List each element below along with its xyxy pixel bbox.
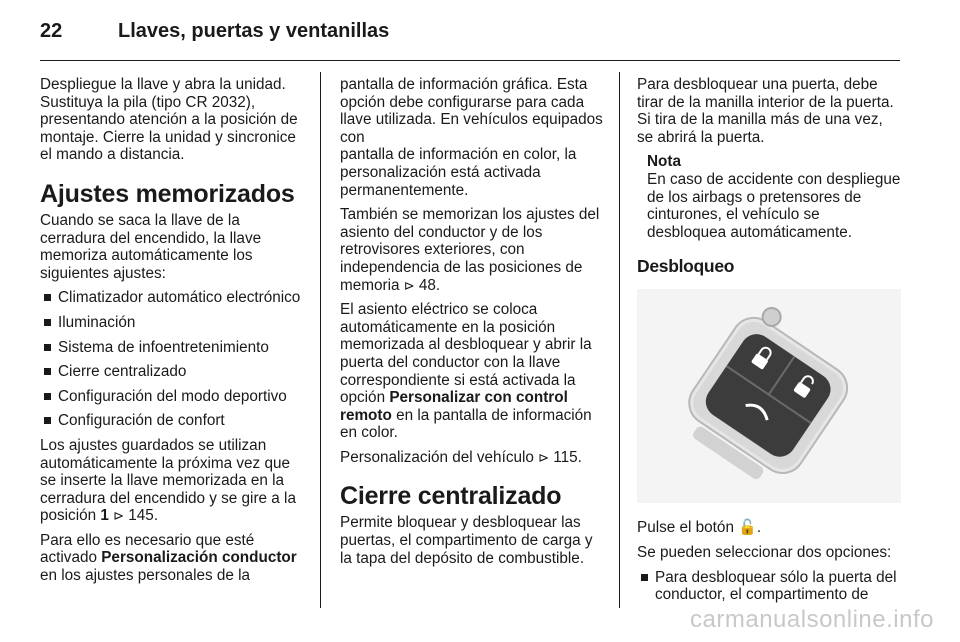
options-list (637, 569, 901, 604)
list-item: Climatizador automático electrónico (40, 289, 308, 307)
page-title: Llaves, puertas y ventanillas (118, 20, 390, 42)
paragraph: pantalla de información gráfica. Esta opción debe configurarse para cada llave utilizada. En vehículos equipados con pantalla de información en color, la personalización está activada permanentemente. (340, 76, 603, 199)
list-item: Iluminación (40, 314, 308, 332)
bullet-icon (641, 574, 648, 581)
list-item: Configuración del modo deportivo (40, 388, 308, 406)
column-middle (340, 76, 608, 574)
paragraph: Cuando se saca la llave de la cerradura del encendido, la llave memoriza automáticamente los siguientes ajustes: (40, 211, 262, 282)
intro-paragraph: Despliegue la llave y abra la unidad. Sustituya la pila (tipo CR 2032), presentando atención a la posición de montaje. Cierre la unidad y sincronice el mando a distancia. (40, 76, 298, 164)
column-left (40, 76, 308, 592)
page-ref-arrow-icon: ⊳ (403, 277, 415, 293)
paragraph: También se memorizan los ajustes del asiento del conductor y de los retrovisores exteriores, con independencia de las posiciones de memoria ⊳ 48. (340, 206, 600, 294)
paragraph: Permite bloquear y desbloquear las puertas, el compartimento de carga y la tapa del depósito de combustible. (340, 514, 593, 567)
bullet-icon (44, 368, 51, 375)
paragraph: Para ello es necesario que esté activado Personalización conductor en los ajustes personales de la (40, 531, 297, 585)
page-ref-arrow-icon: ⊳ (113, 508, 125, 524)
note-title: Nota (647, 153, 681, 171)
section-heading-ajustes: Ajustes memorizados (40, 179, 295, 208)
bullet-icon (44, 393, 51, 400)
paragraph: Se pueden seleccionar dos opciones: (637, 543, 892, 561)
page-header (40, 20, 389, 50)
column-divider (320, 72, 321, 608)
settings-list (40, 289, 308, 430)
list-item: Sistema de infoentretenimiento (40, 339, 308, 357)
paragraph: Pulse el botón 🔓. (637, 519, 762, 537)
page-number: 22 (40, 20, 63, 42)
unlock-icon: 🔓 (738, 519, 757, 537)
watermark: carmanualsonline.info (690, 606, 934, 633)
paragraph: Los ajustes guardados se utilizan automáticamente la próxima vez que se inserte la llave memorizada en la cerradura del encendido y se gire a la posición 1 ⊳ 145. (40, 436, 296, 525)
bullet-icon (44, 294, 51, 301)
paragraph: Para desbloquear una puerta, debe tirar de la manilla interior de la puerta. Si tira de la manilla más de una vez, se abrirá la puerta. (637, 76, 894, 146)
paragraph: El asiento eléctrico se coloca automáticamente en la posición memorizada al desbloquear y abrir la puerta del conductor con la llave correspondiente si está activada la opción Personalizar con control remoto en la pantalla de información en color. (340, 301, 592, 442)
note-box (637, 153, 901, 241)
bullet-icon (44, 417, 51, 424)
section-heading-desbloqueo: Desbloqueo (637, 256, 735, 277)
paragraph: Personalización del vehículo ⊳ 115. (340, 448, 582, 466)
bullet-icon (44, 344, 51, 351)
header-rule (40, 60, 900, 61)
key-fob-image (637, 289, 901, 503)
bullet-icon (44, 319, 51, 326)
list-item: Para desbloquear sólo la puerta del conductor, el compartimento de (637, 569, 901, 604)
list-item: Cierre centralizado (40, 363, 308, 381)
column-divider (619, 72, 620, 608)
note-text: En caso de accidente con despliegue de los airbags o pretensores de cinturones, el vehículo se desbloquea automáticamente. (647, 170, 901, 241)
section-heading-cierre: Cierre centralizado (340, 482, 562, 511)
list-item: Configuración de confort (40, 412, 308, 430)
column-right (637, 76, 901, 611)
page-ref-arrow-icon: ⊳ (538, 449, 550, 465)
